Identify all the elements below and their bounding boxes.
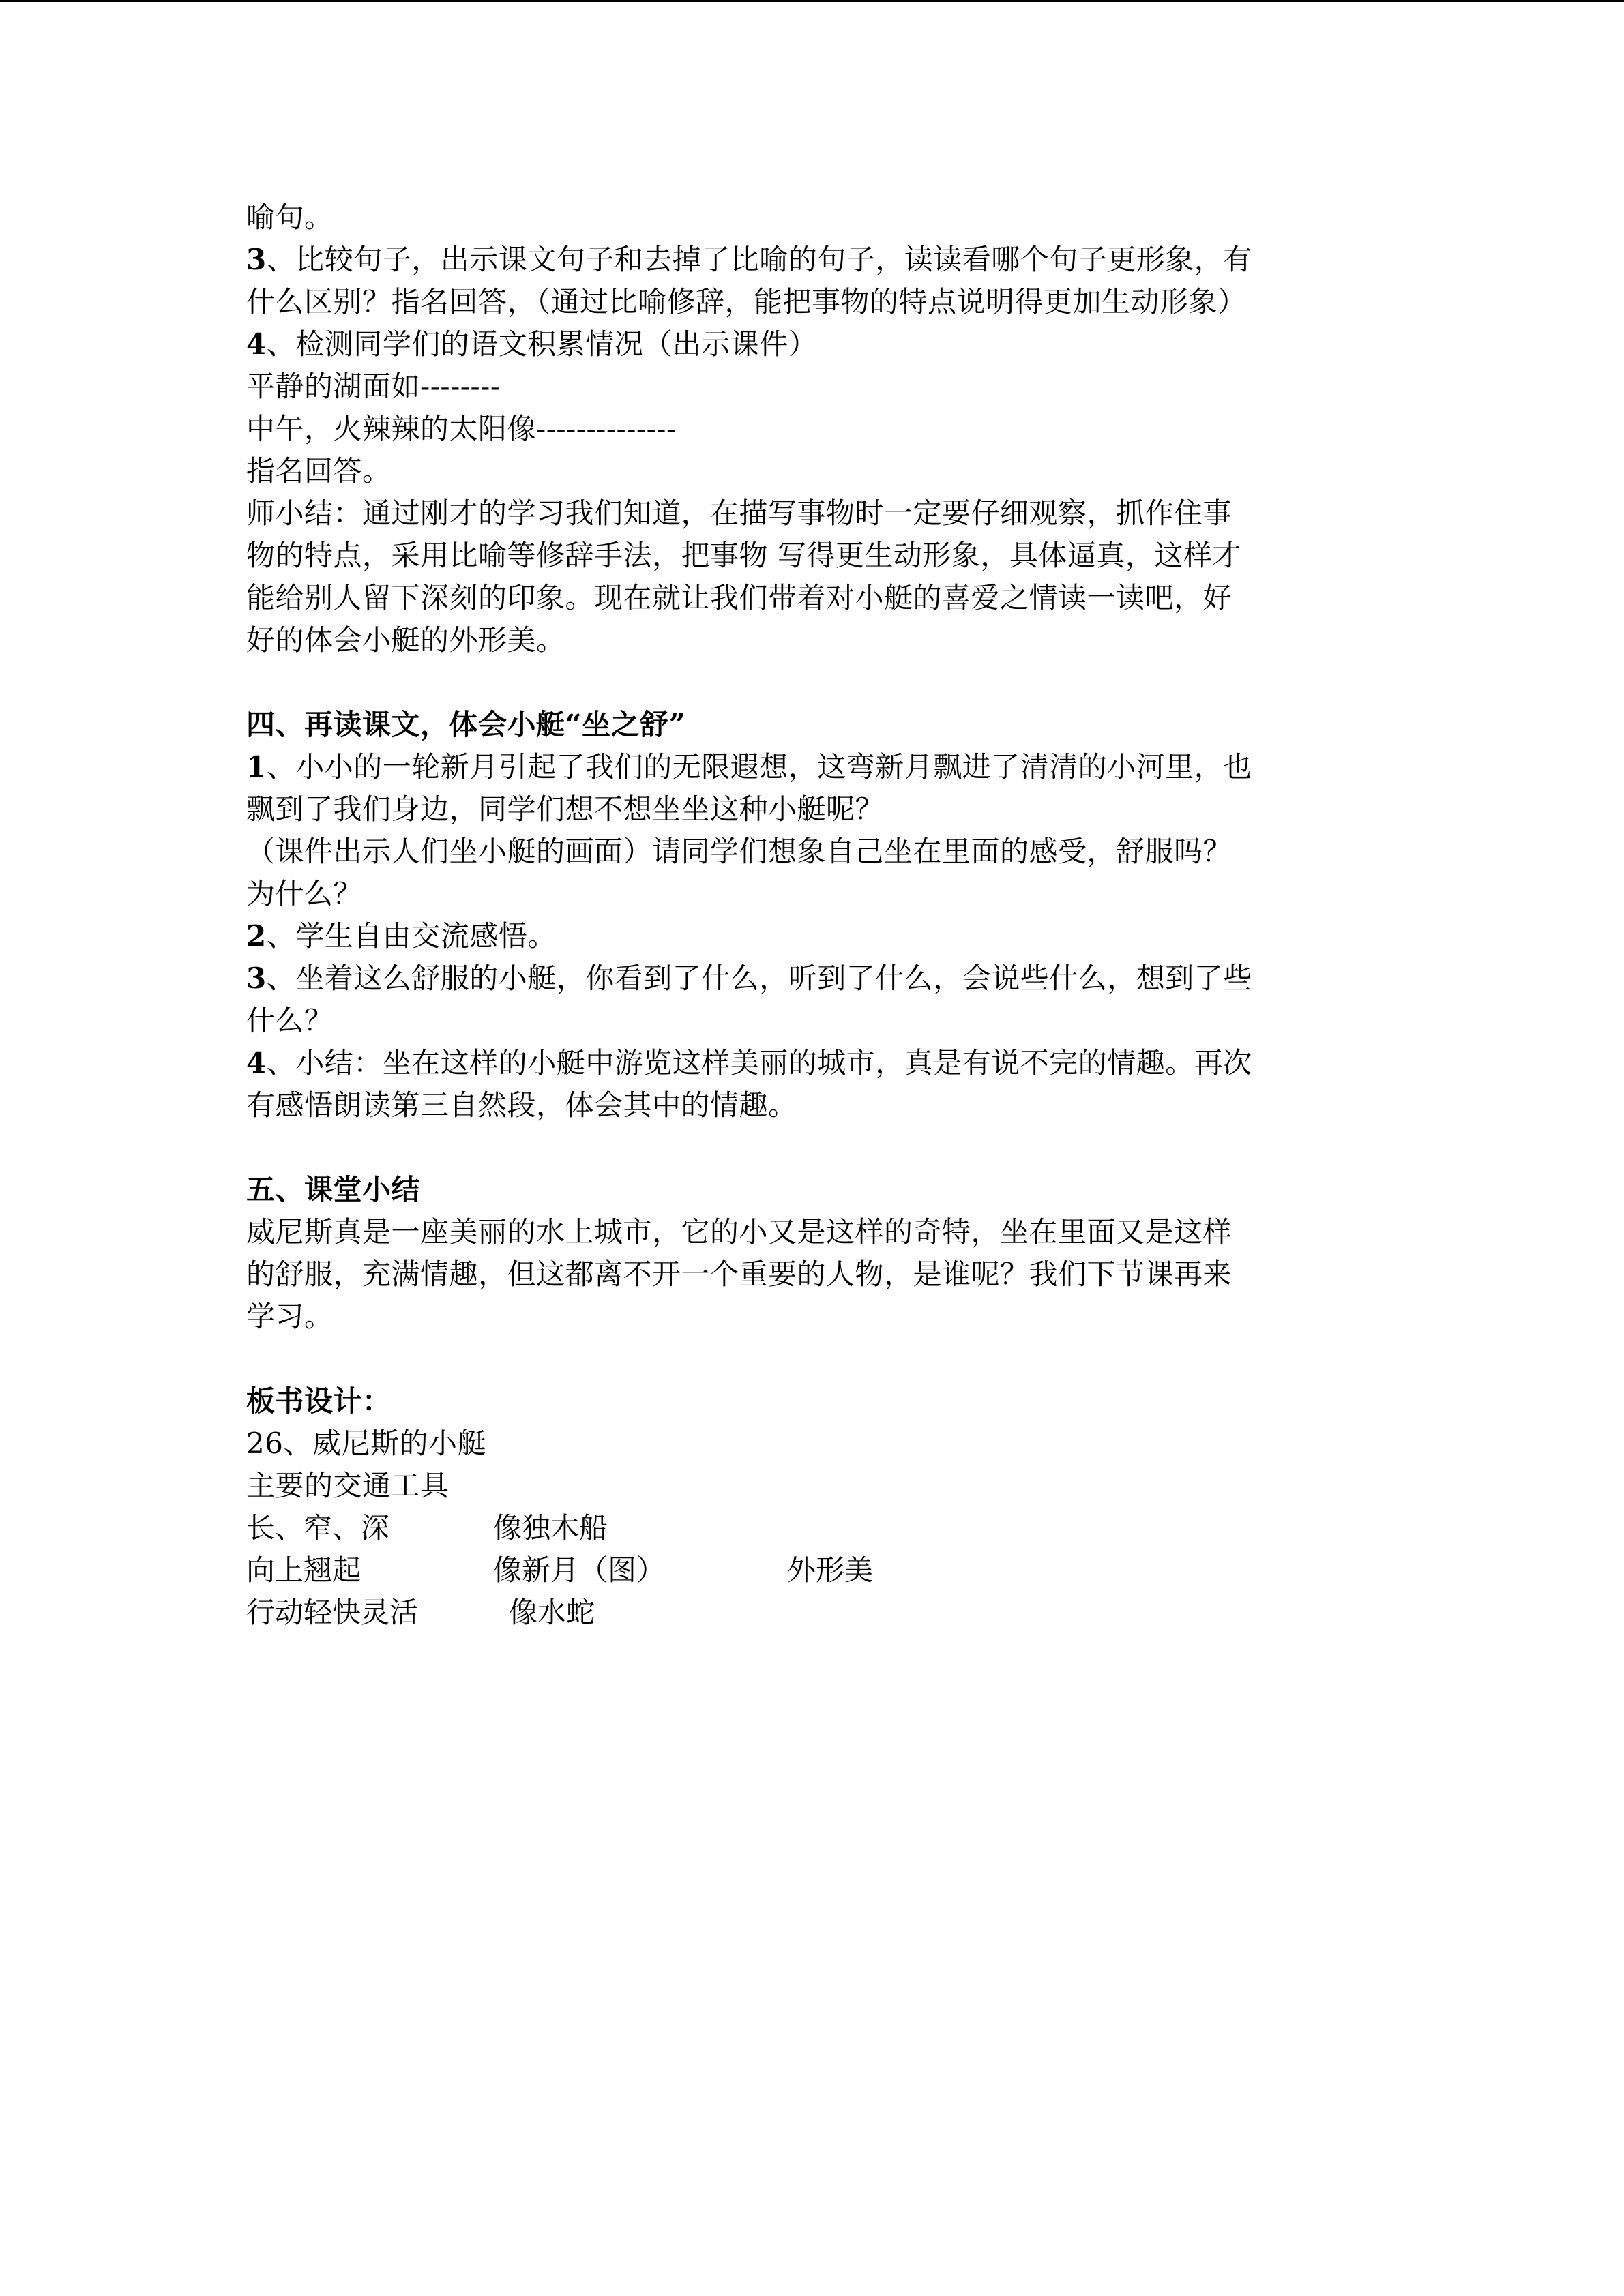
text-line: [246, 577, 1378, 619]
board-subtitle: 主要的交通工具: [246, 1469, 449, 1502]
text-line: 威尼斯真是一座美丽的水上城市，它的小又是这样的奇特，坐在里面又是这样: [246, 1215, 1232, 1249]
line-text: 好的体会小艇的外形美。: [246, 623, 565, 657]
line-text: 、小结：坐在这样的小艇中游览这样美丽的城市，真是有说不完的情趣。再次: [266, 1046, 1252, 1079]
text-line: [246, 957, 1378, 1000]
item-number: 3: [246, 243, 267, 276]
text-line: [246, 196, 1378, 239]
line-text: 有感悟朗读第三自然段，体会其中的情趣。: [246, 1088, 797, 1122]
text-line: [246, 619, 1378, 661]
paragraph-gap: [246, 1338, 1378, 1380]
section-five: [246, 1169, 1378, 1338]
text-line: [246, 450, 1378, 492]
board-cell-simile: 像水蛇: [509, 1596, 595, 1629]
text-line: [246, 1084, 1378, 1127]
line-text: 、比较句子，出示课文句子和去掉了比喻的句子，读读看哪个句子更形象，有: [266, 243, 1252, 276]
text-line: [246, 408, 1378, 450]
item-number: 4: [246, 327, 267, 361]
board-row: [246, 1592, 1378, 1634]
text-line: [246, 1042, 1378, 1084]
board-design: [246, 1380, 1378, 1634]
board-heading: 板书设计：: [246, 1384, 392, 1418]
board-cell-summary: 外形美: [787, 1553, 874, 1587]
text-line: [246, 366, 1378, 408]
item-number: 3: [246, 961, 267, 995]
board-cell-feature: 行动轻快灵活: [246, 1596, 419, 1629]
line-text: 、检测同学们的语文积累情况（出示课件）: [266, 327, 818, 361]
section-heading: 五、课堂小结: [246, 1173, 421, 1206]
document-page: [246, 196, 1378, 1634]
line-text: 能给别人留下深刻的印象。现在就让我们带着对小艇的喜爱之情读一读吧，好: [246, 581, 1232, 614]
text-line: [246, 915, 1378, 957]
section-four: [246, 704, 1378, 1127]
item-number: 2: [246, 919, 267, 953]
text-line: [246, 873, 1378, 915]
board-cell-simile: 像新月（图）: [493, 1553, 666, 1587]
text-line: [246, 281, 1378, 323]
section-heading: 四、再读课文，体会小艇“坐之舒”: [246, 708, 686, 741]
page-top-border: [0, 0, 1624, 2]
line-text: 中午，火辣辣的太阳像--------------: [246, 412, 677, 445]
item-number: 1: [246, 750, 267, 784]
line-text: 喻句。: [246, 200, 334, 234]
line-text: 物的特点，采用比喻等修辞手法，把事物 写得更生动形象，具体逼真，这样才: [246, 539, 1241, 572]
board-row: [246, 1549, 1378, 1592]
board-cell-feature: 长、窄、深: [246, 1511, 390, 1545]
text-line: [246, 323, 1378, 366]
text-line: [246, 788, 1378, 831]
board-cell-simile: 像独木船: [493, 1511, 608, 1545]
text-line: 学习。: [246, 1300, 334, 1333]
line-text: 为什么？: [246, 877, 363, 910]
line-text: 什么区别？指名回答，（通过比喻修辞，能把事物的特点说明得更加生动形象）: [246, 285, 1247, 318]
line-text: 、小小的一轮新月引起了我们的无限遐想，这弯新月飘进了清清的小河里，也: [266, 750, 1252, 784]
item-number: 4: [246, 1046, 267, 1079]
board-cell-feature: 向上翘起: [246, 1553, 361, 1587]
text-line: [246, 1000, 1378, 1042]
text-line: [246, 831, 1378, 873]
line-text: 师小结：通过刚才的学习我们知道，在描写事物时一定要仔细观察，抓作住事: [246, 496, 1232, 530]
line-text: 、学生自由交流感悟。: [266, 919, 557, 953]
line-text: （课件出示人们坐小艇的画面）请同学们想象自己坐在里面的感受，舒服吗？: [246, 835, 1232, 868]
line-text: 什么？: [246, 1004, 334, 1037]
text-line: 的舒服，充满情趣，但这都离不开一个重要的人物，是谁呢？我们下节课再来: [246, 1257, 1232, 1291]
line-text: 飘到了我们身边，同学们想不想坐坐这种小艇呢？: [246, 792, 885, 826]
section-continuation: [246, 196, 1378, 661]
line-text: 平静的湖面如--------: [246, 370, 501, 403]
line-text: 指名回答。: [246, 454, 392, 488]
text-line: [246, 239, 1378, 281]
paragraph-gap: [246, 1127, 1378, 1169]
text-line: [246, 492, 1378, 535]
line-text: 、坐着这么舒服的小艇，你看到了什么，听到了什么，会说些什么，想到了些: [266, 961, 1252, 995]
text-line: [246, 746, 1378, 788]
board-row: [246, 1507, 1378, 1549]
board-title: 26、威尼斯的小艇: [246, 1427, 486, 1460]
paragraph-gap: [246, 661, 1378, 704]
text-line: [246, 535, 1378, 577]
